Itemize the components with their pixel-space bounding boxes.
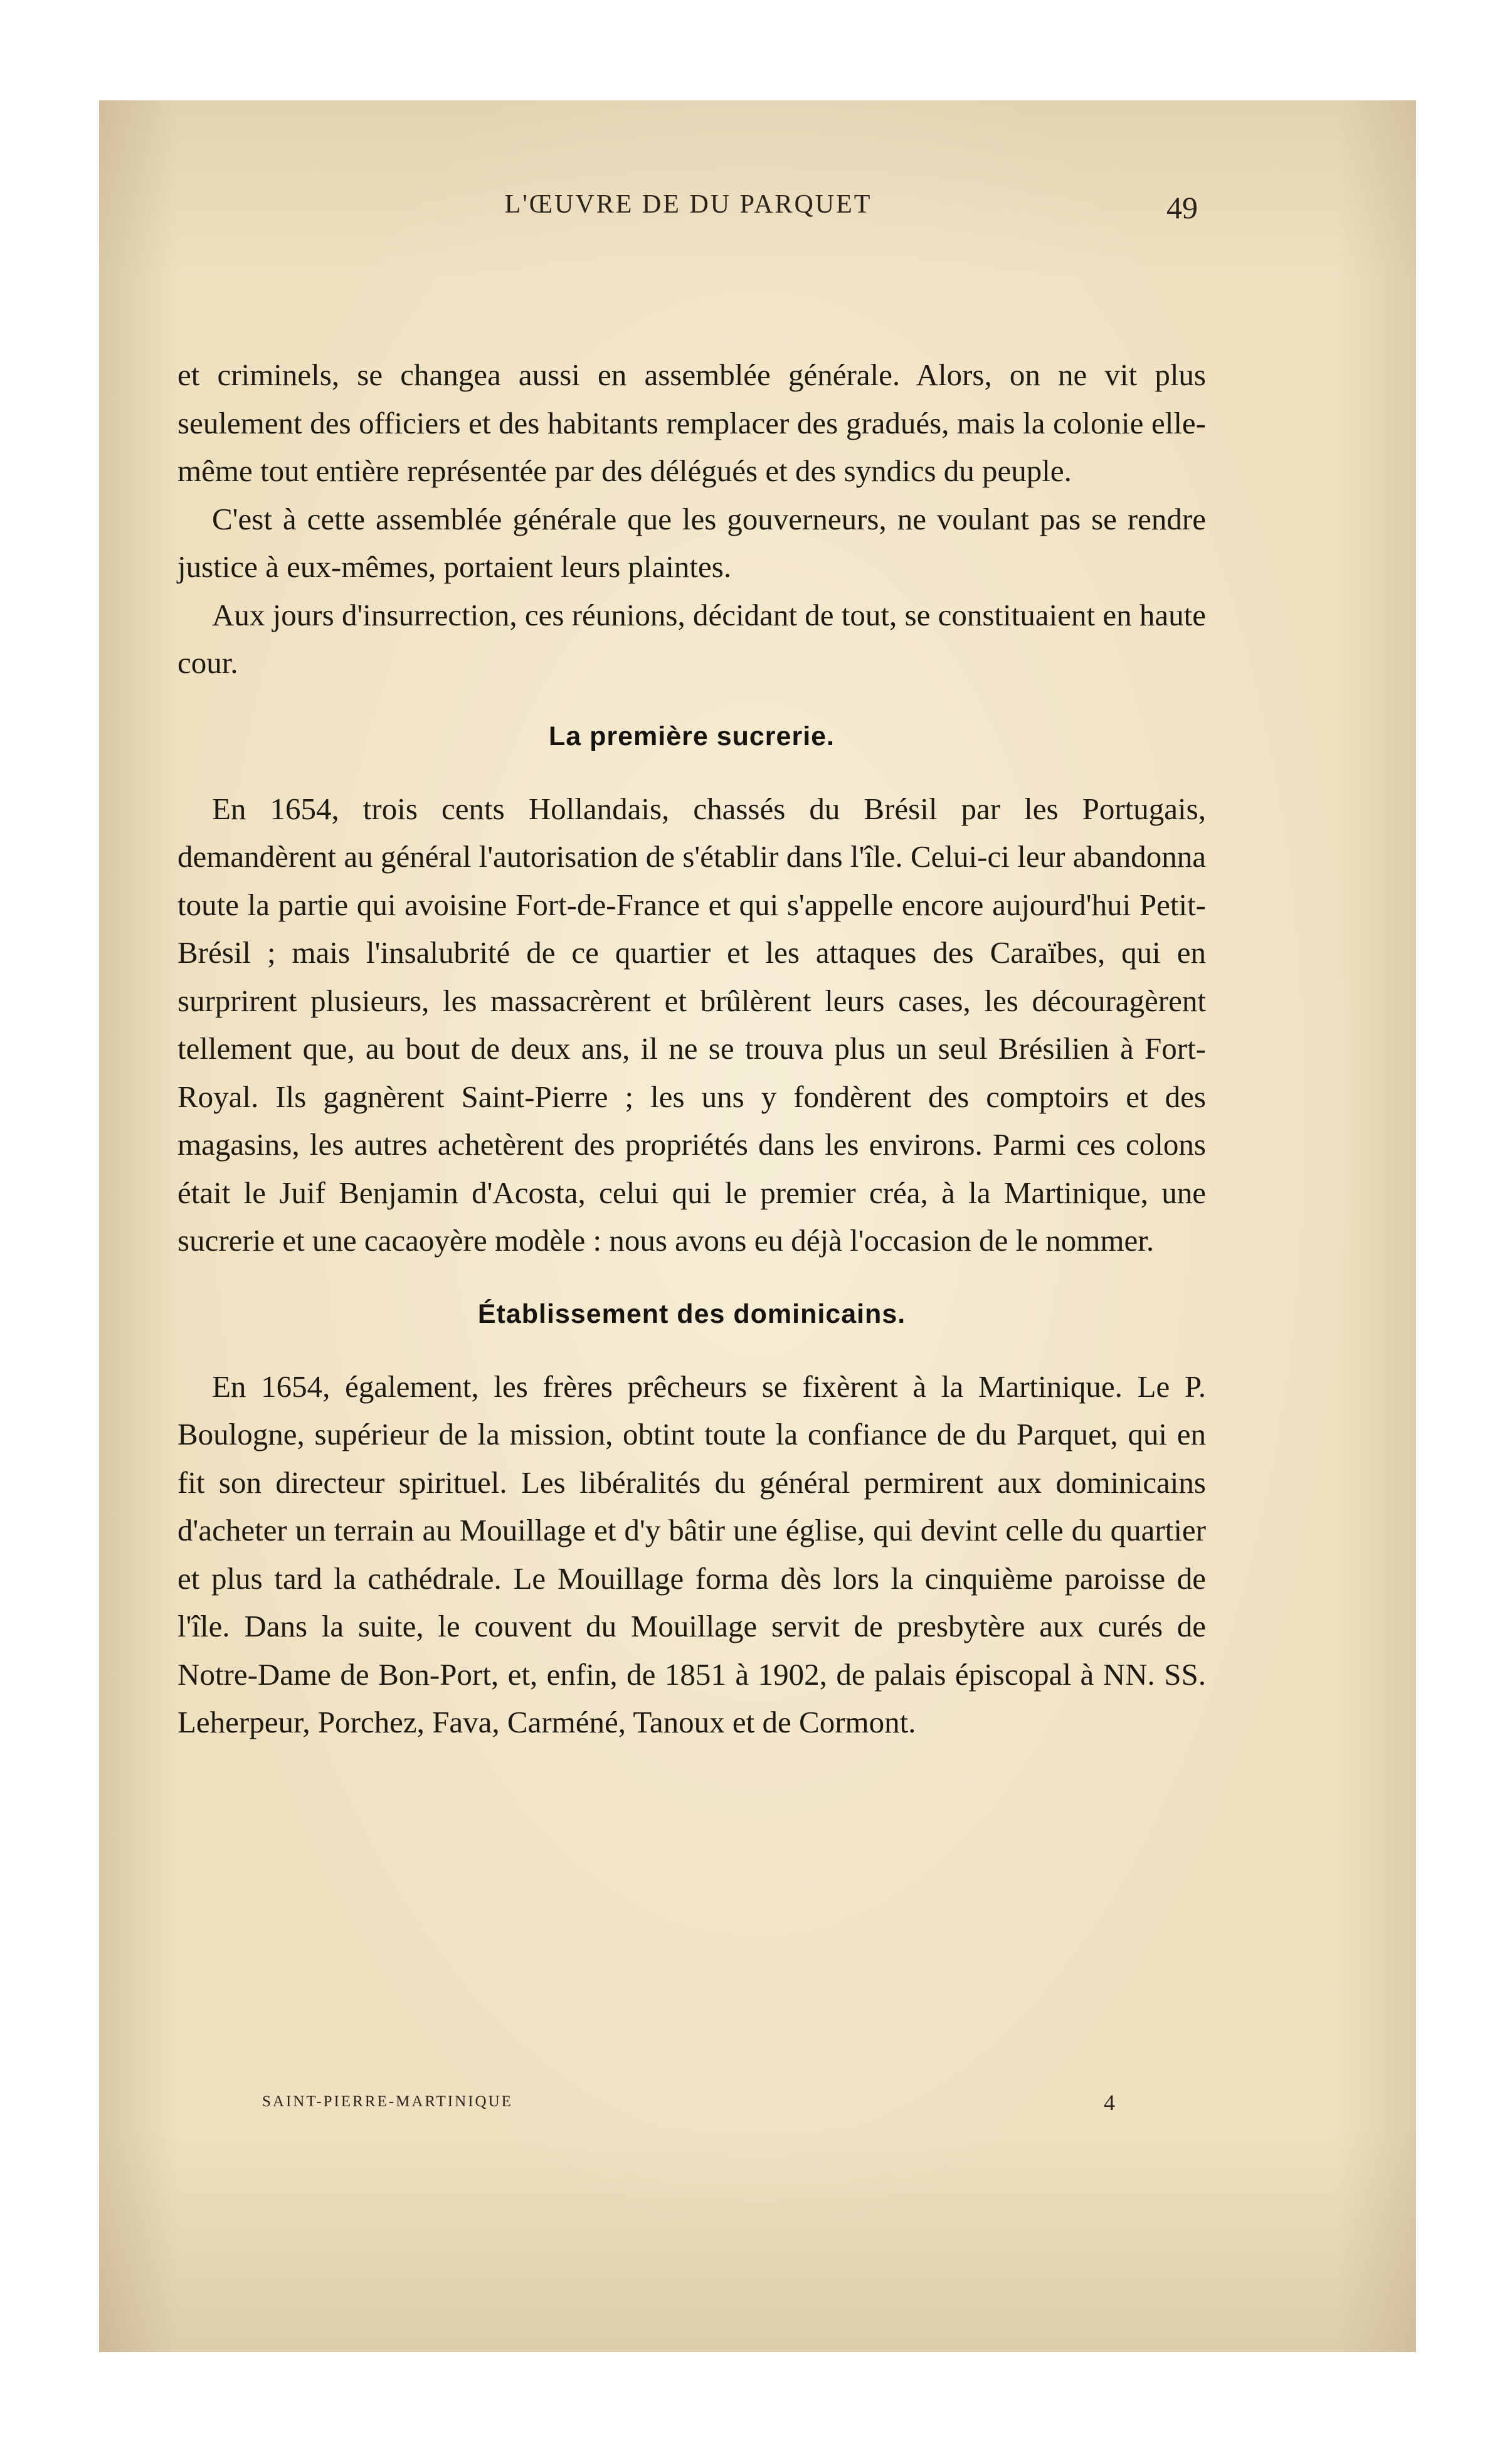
- paragraph: Aux jours d'insurrection, ces réunions, décidant de tout, se constituaient en haute cour.: [177, 597, 1206, 680]
- signature-line: SAINT-PIERRE-MARTINIQUE: [262, 2093, 513, 2110]
- running-title: L'ŒUVRE DE DU PARQUET: [504, 190, 872, 219]
- paragraph: En 1654, trois cents Hollandais, chassés du Brésil par les Portugais, demandèrent au général l'autorisation de s'établir dans l'île. Celui-ci leur abandonna toute la partie qui avoisine Fort-de-France et qui s'appelle encore aujourd'hui Petit-Brésil ; mais l'insalubrité de ce quartier et les attaques des Caraïbes, qui en surprirent plusieurs, les massacrèrent et brûlèrent leurs cases, les découragèrent tellement que, au bout de deux ans, il ne se trouva plus un seul Brésilien à Fort-Royal. Ils gagnèrent Saint-Pierre ; les uns y fondèrent des comptoirs et des magasins, les autres achetèrent des propriétés dans les environs. Parmi ces colons était le Juif Benjamin d'Acosta, celui qui le premier créa, à la Martinique, une sucrerie et une cacaoyère modèle : nous avons eu déjà l'occasion de le nommer.: [177, 791, 1206, 1258]
- body-text: [177, 351, 1206, 1747]
- paragraph: En 1654, également, les frères prêcheurs se fixèrent à la Martinique. Le P. Boulogne, supérieur de la mission, obtint toute la confiance de du Parquet, qui en fit son directeur spirituel. Les libéralités du général permirent aux dominicains d'acheter un terrain au Mouillage et d'y bâtir une église, qui devint celle du quartier et plus tard la cathédrale. Le Mouillage forma dès lors la cinquième paroisse de l'île. Dans la suite, le couvent du Mouillage servit de presbytère aux curés de Notre-Dame de Bon-Port, et, enfin, de 1851 à 1902, de palais épiscopal à NN. SS. Leherpeur, Porchez, Fava, Carméné, Tanoux et de Cormont.: [177, 1369, 1206, 1739]
- page-footer: [262, 2090, 1115, 2115]
- section-heading: La première sucrerie.: [548, 721, 835, 751]
- page-number: 49: [1166, 190, 1198, 225]
- paragraph: et criminels, se changea aussi en assemblée générale. Alors, on ne vit plus seulement des officiers et des habitants remplacer des gradués, mais la colonie elle-même tout entière représentée par des délégués et des syndics du peuple.: [177, 358, 1206, 488]
- signature-mark: 4: [1104, 2090, 1115, 2115]
- paragraph: C'est à cette assemblée générale que les gouverneurs, ne voulant pas se rendre justice à eux-mêmes, portaient leurs plaintes.: [177, 501, 1206, 584]
- section-heading: Établissement des dominicains.: [477, 1298, 906, 1329]
